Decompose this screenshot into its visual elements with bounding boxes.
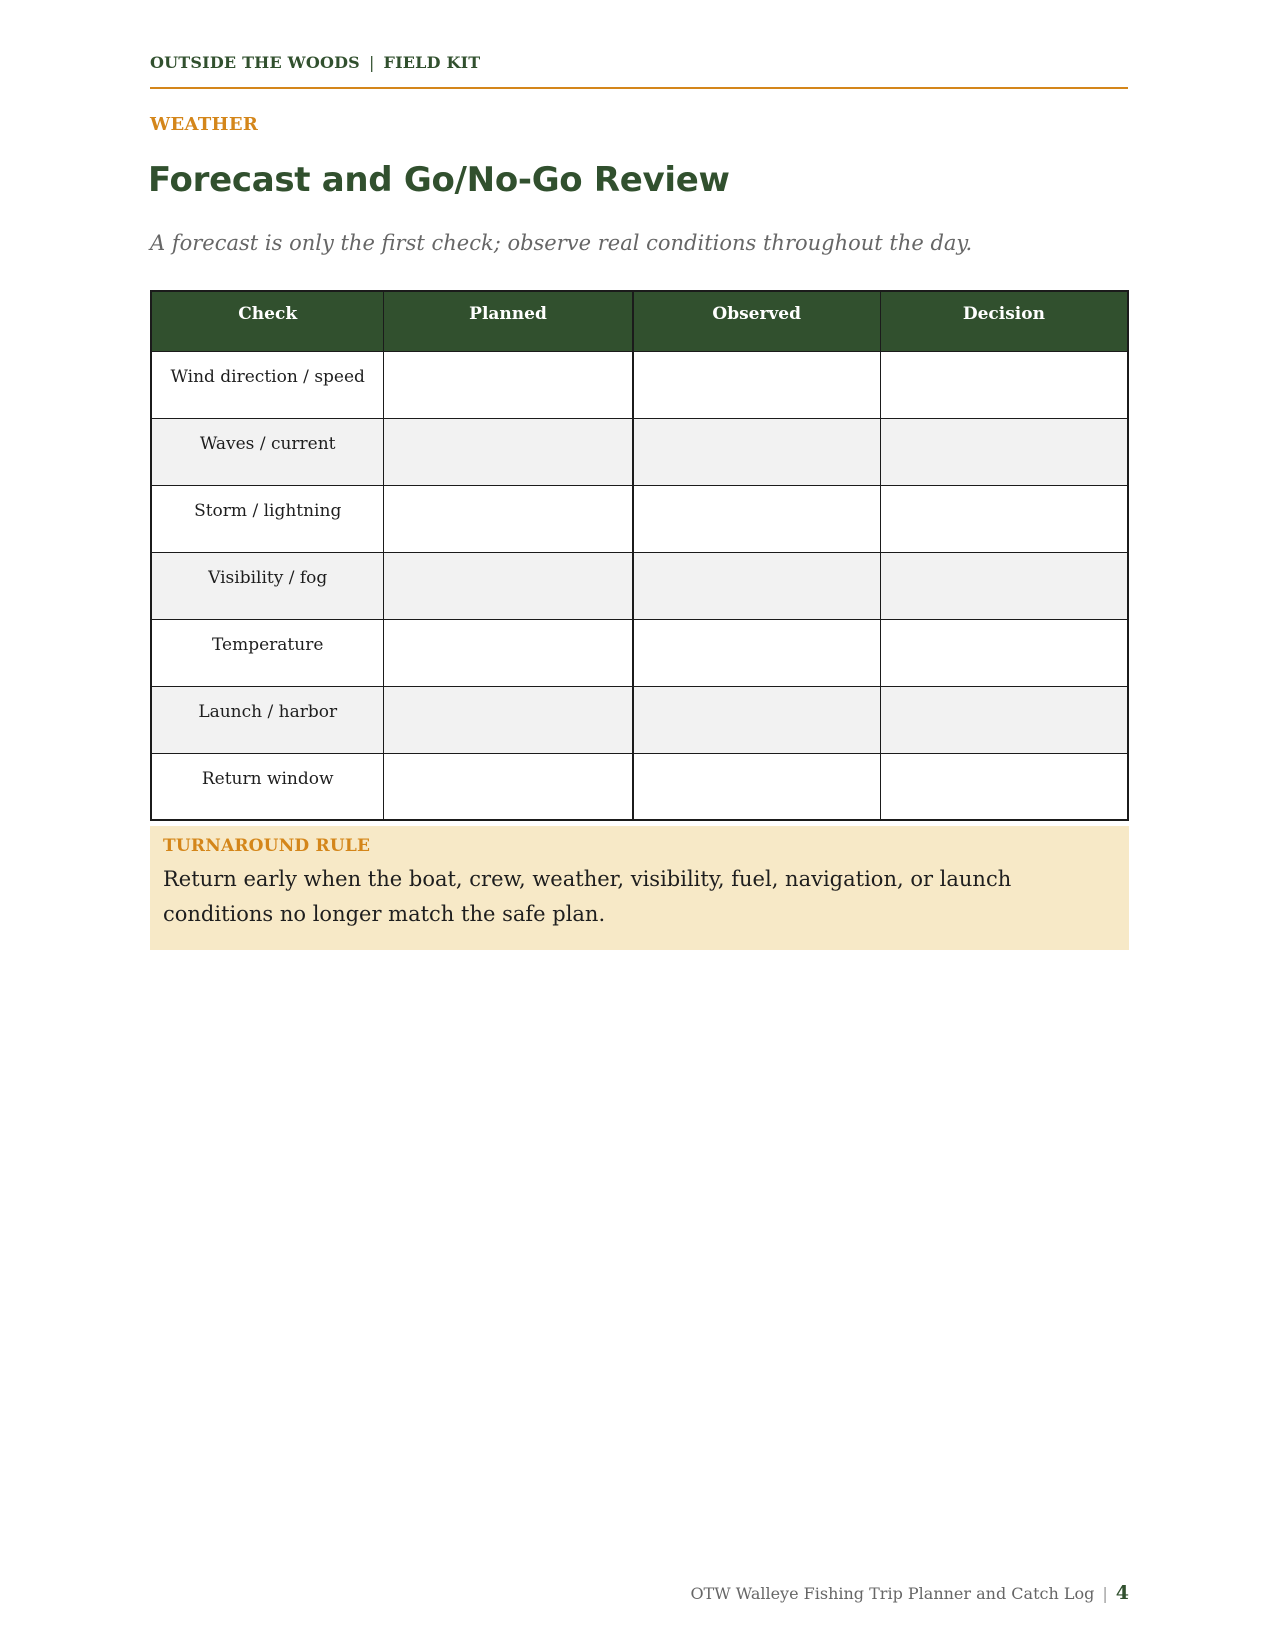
callout-title: TURNAROUND RULE — [163, 836, 371, 856]
section-label: WEATHER — [150, 114, 259, 135]
decision-cell[interactable] — [880, 351, 1128, 418]
go-no-go-table — [150, 290, 1129, 821]
footer-doc-title: OTW Walleye Fishing Trip Planner and Catch Log — [690, 1584, 1095, 1603]
turnaround-rule-callout — [150, 826, 1129, 950]
observed-cell[interactable] — [633, 351, 881, 418]
planned-cell[interactable] — [384, 552, 633, 619]
check-cell: Launch / harbor — [151, 686, 384, 753]
page-footer — [690, 1582, 1129, 1604]
header-section: FIELD KIT — [383, 53, 481, 72]
planned-cell[interactable] — [384, 753, 633, 820]
decision-cell[interactable] — [880, 485, 1128, 552]
decision-cell[interactable] — [880, 619, 1128, 686]
check-cell: Visibility / fog — [151, 552, 384, 619]
planned-cell[interactable] — [384, 686, 633, 753]
decision-cell[interactable] — [880, 753, 1128, 820]
table-row — [151, 619, 1128, 686]
check-cell: Waves / current — [151, 418, 384, 485]
column-header-decision: Decision — [880, 291, 1128, 351]
table-row — [151, 418, 1128, 485]
page-title: Forecast and Go/No-Go Review — [148, 160, 730, 200]
column-header-planned: Planned — [384, 291, 633, 351]
check-cell: Return window — [151, 753, 384, 820]
observed-cell[interactable] — [633, 418, 881, 485]
table-row — [151, 485, 1128, 552]
column-header-observed: Observed — [633, 291, 881, 351]
header-separator: | — [368, 53, 375, 72]
page-subtitle: A forecast is only the first check; observe real conditions throughout the day. — [150, 231, 973, 255]
observed-cell[interactable] — [633, 619, 881, 686]
check-cell: Wind direction / speed — [151, 351, 384, 418]
table-header-row — [151, 291, 1128, 351]
decision-cell[interactable] — [880, 418, 1128, 485]
observed-cell[interactable] — [633, 552, 881, 619]
table-row — [151, 753, 1128, 820]
observed-cell[interactable] — [633, 686, 881, 753]
planned-cell[interactable] — [384, 619, 633, 686]
observed-cell[interactable] — [633, 485, 881, 552]
observed-cell[interactable] — [633, 753, 881, 820]
footer-separator: | — [1102, 1584, 1108, 1603]
column-header-check: Check — [151, 291, 384, 351]
table-row — [151, 351, 1128, 418]
header-brand: OUTSIDE THE WOODS — [150, 53, 360, 72]
check-cell: Storm / lightning — [151, 485, 384, 552]
planned-cell[interactable] — [384, 418, 633, 485]
planned-cell[interactable] — [384, 351, 633, 418]
callout-body: Return early when the boat, crew, weather, visibility, fuel, navigation, or launch conditions no longer match the safe plan. — [163, 867, 1012, 926]
page-header — [150, 53, 1128, 89]
decision-cell[interactable] — [880, 686, 1128, 753]
table-row — [151, 686, 1128, 753]
table-row — [151, 552, 1128, 619]
check-cell: Temperature — [151, 619, 384, 686]
page-number: 4 — [1115, 1582, 1129, 1604]
planned-cell[interactable] — [384, 485, 633, 552]
decision-cell[interactable] — [880, 552, 1128, 619]
